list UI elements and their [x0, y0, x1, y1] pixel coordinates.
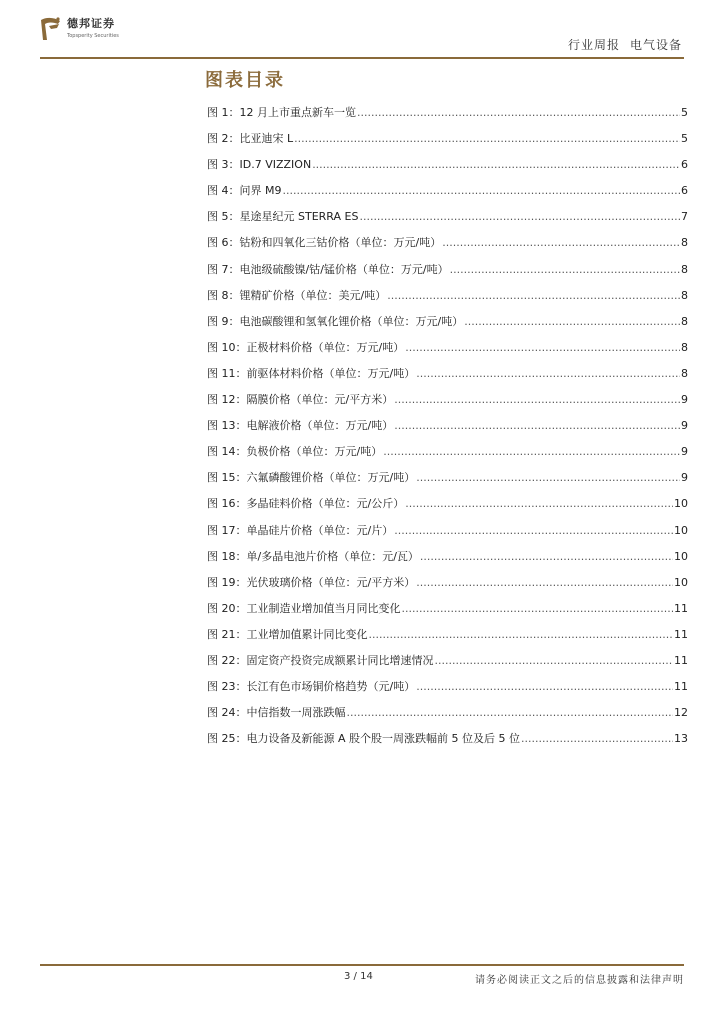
toc-entry-page: 6: [681, 158, 688, 172]
toc-entry-label: 图 23：: [207, 680, 247, 694]
toc-entry-page: 8: [681, 288, 688, 302]
toc-entry[interactable]: [207, 495, 688, 521]
toc-entry-label: 图 16：: [207, 497, 247, 511]
company-logo: [38, 14, 148, 50]
toc-dot-leader: [283, 184, 681, 197]
toc-entry-text: 电力设备及新能源 A 股个股一周涨跌幅前 5 位及后 5 位: [246, 732, 520, 746]
toc-entry[interactable]: [207, 208, 688, 234]
report-category: [568, 36, 682, 53]
toc-entry[interactable]: [207, 156, 688, 182]
toc-entry-label: 图 20：: [207, 601, 247, 615]
toc-entry-page: 11: [674, 627, 688, 641]
toc-entry-page: 8: [681, 262, 688, 276]
toc-title: 图表目录: [205, 70, 285, 91]
toc-entry-page: 9: [681, 445, 688, 459]
toc-entry-page: 13: [674, 732, 688, 746]
legal-disclaimer: 请务必阅读正文之后的信息披露和法律声明: [475, 975, 684, 986]
industry-name: 电气设备: [629, 38, 682, 52]
toc-entry-text: 负极价格（单位：万元/吨）: [246, 445, 383, 459]
page-number: 3 / 14: [344, 971, 373, 982]
toc-entry-page: 5: [681, 106, 688, 119]
toc-entry[interactable]: [207, 182, 688, 208]
toc-entry-page: 11: [674, 601, 688, 615]
toc-entry[interactable]: [207, 469, 688, 495]
toc-entry-text: 电池级硫酸镍/钴/锰价格（单位：万元/吨）: [239, 262, 449, 276]
toc-entry-label: 图 10：: [207, 340, 247, 354]
toc-entry[interactable]: [207, 417, 688, 443]
toc-dot-leader: [416, 576, 673, 589]
toc-entry-label: 图 15：: [207, 471, 247, 485]
toc-entry-page: 10: [674, 497, 688, 511]
toc-entry-page: 9: [681, 393, 688, 407]
toc-entry-label: 图 21：: [207, 627, 247, 641]
toc-entry-page: 10: [674, 549, 688, 563]
toc-dot-leader: [394, 419, 680, 432]
toc-dot-leader: [450, 263, 680, 276]
toc-dot-leader: [405, 341, 680, 354]
toc-entry-label: 图 17：: [207, 523, 247, 537]
toc-entry-label: 图 19：: [207, 575, 247, 589]
toc-entry-text: 锂精矿价格（单位：美元/吨）: [239, 288, 387, 302]
toc-dot-leader: [405, 497, 673, 510]
toc-entry[interactable]: [207, 287, 688, 313]
toc-dot-leader: [387, 289, 680, 302]
toc-dot-leader: [383, 445, 680, 458]
footer-divider: [40, 964, 684, 966]
toc-entry-page: 6: [681, 184, 688, 198]
toc-dot-leader: [464, 315, 680, 328]
toc-entry[interactable]: [207, 678, 688, 704]
toc-entry-text: 中信指数一周涨跌幅: [246, 706, 346, 720]
toc-entry-text: 正极材料价格（单位：万元/吨）: [246, 340, 405, 354]
toc-entry-label: 图 25：: [207, 732, 247, 746]
toc-entry[interactable]: [207, 339, 688, 365]
toc-entry-page: 10: [674, 575, 688, 589]
toc-entry-page: 11: [674, 653, 688, 667]
toc-entry-page: 8: [681, 236, 688, 250]
toc-dot-leader: [347, 706, 674, 719]
toc-entry-text: 12 月上市重点新车一览: [239, 106, 356, 119]
logo-chinese-name: 德邦证券: [67, 17, 115, 30]
toc-entry-text: 固定资产投资完成额累计同比增速情况: [246, 653, 434, 667]
toc-entry-text: 电池碳酸锂和氢氧化锂价格（单位：万元/吨）: [239, 314, 464, 328]
toc-dot-leader: [416, 680, 673, 693]
toc-entry[interactable]: [207, 548, 688, 574]
toc-dot-leader: [369, 628, 674, 641]
toc-entry-label: 图 7：: [207, 262, 240, 276]
toc-entry-label: 图 13：: [207, 419, 247, 433]
toc-entry[interactable]: [207, 704, 688, 730]
toc-entry-text: 工业制造业增加值当月同比变化: [246, 601, 401, 615]
toc-entry-label: 图 18：: [207, 549, 247, 563]
toc-dot-leader: [416, 471, 680, 484]
toc-entry-page: 8: [681, 340, 688, 354]
toc-entry-text: 问界 M9: [239, 184, 282, 198]
toc-entry[interactable]: [207, 652, 688, 678]
toc-entry-text: 单/多晶电池片价格（单位：元/瓦）: [246, 549, 419, 563]
toc-entry-page: 10: [674, 523, 688, 537]
toc-entry[interactable]: [207, 130, 688, 156]
toc-dot-leader: [442, 236, 680, 249]
toc-dot-leader: [394, 524, 673, 537]
table-of-figures: [207, 104, 688, 756]
toc-dot-leader: [416, 367, 680, 380]
toc-entry-label: 图 8：: [207, 288, 240, 302]
toc-entry[interactable]: [207, 234, 688, 260]
toc-entry[interactable]: [207, 574, 688, 600]
toc-entry-text: 光伏玻璃价格（单位：元/平方米）: [246, 575, 416, 589]
toc-entry[interactable]: [207, 600, 688, 626]
toc-entry-label: 图 24：: [207, 706, 247, 720]
toc-entry-page: 11: [674, 680, 688, 694]
toc-entry-label: 图 14：: [207, 445, 247, 459]
toc-entry-text: 钴粉和四氧化三钴价格（单位：万元/吨）: [239, 236, 442, 250]
toc-entry[interactable]: [207, 626, 688, 652]
toc-dot-leader: [357, 106, 680, 119]
toc-entry-page: 12: [674, 706, 688, 720]
logo-mark-icon: [38, 14, 64, 44]
toc-entry-label: 图 12：: [207, 393, 247, 407]
toc-dot-leader: [420, 550, 673, 563]
toc-entry-label: 图 4：: [207, 184, 240, 198]
toc-entry-label: 图 9：: [207, 314, 240, 328]
toc-entry[interactable]: [207, 313, 688, 339]
toc-entry-page: 9: [681, 419, 688, 433]
toc-dot-leader: [521, 732, 673, 745]
toc-entry-label: 图 1：: [207, 106, 240, 119]
toc-entry-label: 图 22：: [207, 653, 247, 667]
logo-english-name: Topsperity Securities: [67, 33, 119, 39]
toc-entry-text: 六氟磷酸锂价格（单位：万元/吨）: [246, 471, 416, 485]
toc-entry-text: ID.7 VIZZION: [239, 158, 312, 172]
toc-entry-text: 电解液价格（单位：万元/吨）: [246, 419, 394, 433]
header-divider: [40, 57, 684, 59]
toc-entry[interactable]: [207, 391, 688, 417]
toc-dot-leader: [394, 393, 680, 406]
toc-entry-label: 图 11：: [207, 366, 247, 380]
toc-dot-leader: [402, 602, 674, 615]
toc-entry[interactable]: [207, 104, 688, 130]
toc-entry-page: 8: [681, 314, 688, 328]
report-type: 行业周报: [567, 38, 620, 52]
toc-entry[interactable]: [207, 261, 688, 287]
toc-entry-text: 长江有色市场铜价格趋势（元/吨）: [246, 680, 416, 694]
toc-entry-text: 比亚迪宋 L: [239, 132, 294, 146]
toc-entry-text: 前驱体材料价格（单位：万元/吨）: [246, 366, 416, 380]
toc-dot-leader: [435, 654, 674, 667]
toc-entry-label: 图 5：: [207, 210, 240, 224]
toc-entry[interactable]: [207, 443, 688, 469]
toc-dot-leader: [312, 158, 680, 171]
toc-entry-page: 8: [681, 366, 688, 380]
toc-entry-label: 图 3：: [207, 158, 240, 172]
toc-entry[interactable]: [207, 522, 688, 548]
toc-entry[interactable]: [207, 730, 688, 756]
toc-entry-text: 隔膜价格（单位：元/平方米）: [246, 393, 394, 407]
toc-entry-page: 9: [681, 471, 688, 485]
toc-entry-text: 工业增加值累计同比变化: [246, 627, 368, 641]
toc-entry-label: 图 2：: [207, 132, 240, 146]
toc-dot-leader: [294, 132, 680, 145]
toc-entry-page: 5: [681, 132, 688, 146]
toc-entry-label: 图 6：: [207, 236, 240, 250]
toc-entry-text: 星途星纪元 STERRA ES: [239, 210, 359, 224]
toc-entry-text: 多晶硅料价格（单位：元/公斤）: [246, 497, 405, 511]
toc-dot-leader: [359, 210, 680, 223]
toc-entry-text: 单晶硅片价格（单位：元/片）: [246, 523, 394, 537]
toc-entry[interactable]: [207, 365, 688, 391]
toc-entry-page: 7: [681, 210, 688, 224]
